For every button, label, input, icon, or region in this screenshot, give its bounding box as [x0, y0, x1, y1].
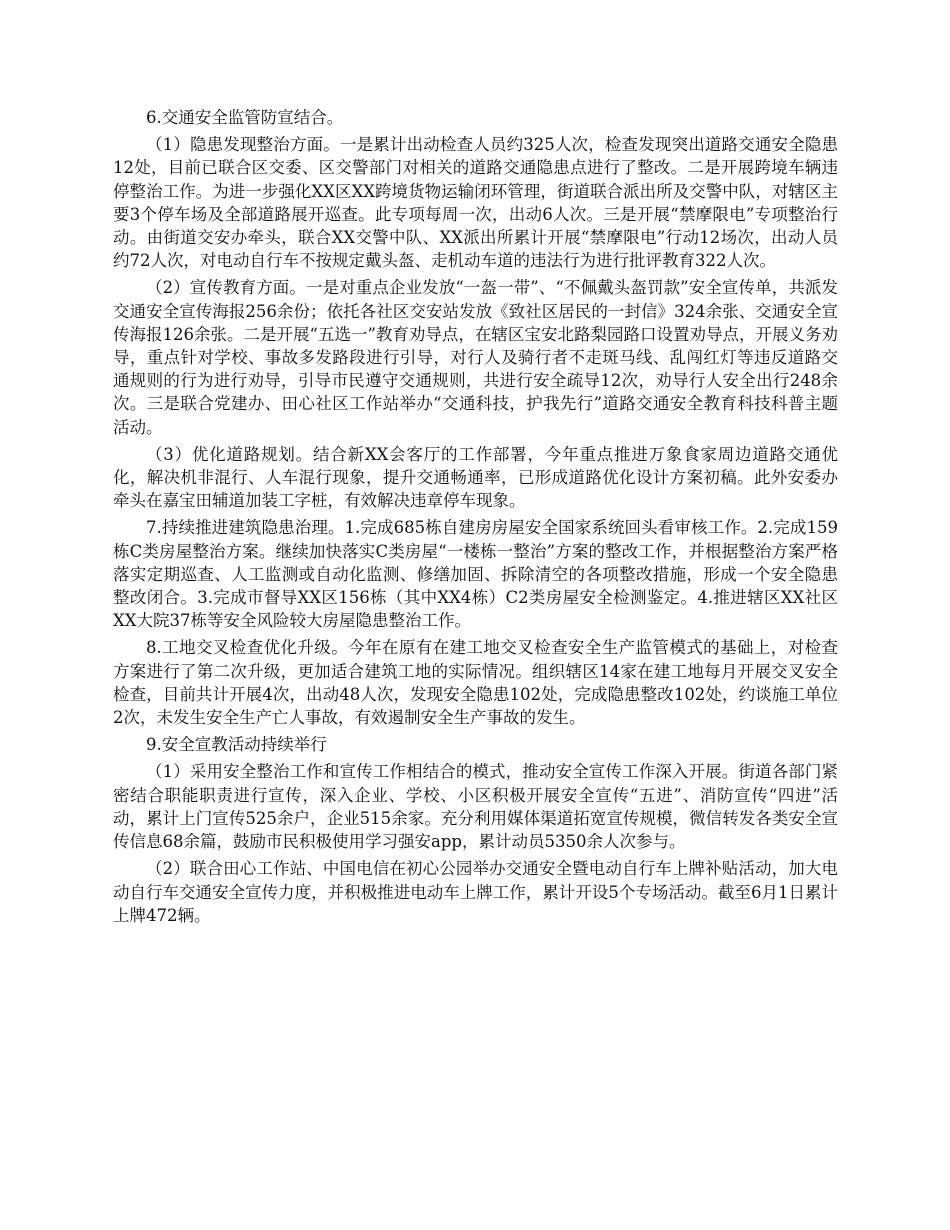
paragraph-publicity-education: （2）宣传教育方面。一是对重点企业发放“一盔一带”、“不佩戴头盔罚款”安全宣传单，共派发交通安全宣传海报256余份；依托各社区交安站发放《致社区居民的一封信》324余张、交通安全宣传海报126余张。二是开展“五选一”教育劝导点，在辖区宝安北路梨园路口设置劝导点，开展义务劝导，重点针对学校、事故多发路段进行引导，对行人及骑行者不走斑马线、乱闯红灯等违反道路交通规则的行为进行劝导，引导市民遵守交通规则，共进行安全疏导12次，劝导行人安全出行248余次。三是联合党建办、田心社区工作站举办“交通科技，护我先行”道路交通安全教育科技科普主题活动。	[113, 278, 838, 437]
document-body	[113, 106, 838, 931]
section-heading-6: 6.交通安全监管防宣结合。	[146, 108, 344, 127]
paragraph-safety-campaign: （1）采用安全整治工作和宣传工作相结合的模式，推动安全宣传工作深入开展。街道各部门紧密结合职能职责进行宣传，深入企业、学校、小区积极开展安全宣传“五进”、消防宣传“四进”活动，累计上门宣传525余户，企业515余家。充分利用媒体渠道拓宽宣传规模，微信转发各类安全宣传信息68余篇，鼓励市民积极使用学习强安app，累计动员5350余人次参与。	[113, 762, 838, 852]
paragraph-ebike-registration: （2）联合田心工作站、中国电信在初心公园举办交通安全暨电动自行车上牌补贴活动，加大电动自行车交通安全宣传力度，并积极推进电动车上牌工作，累计开设5个专场活动。截至6月1日累计上牌472辆。	[113, 859, 838, 925]
paragraph-hazard-rectification: （1）隐患发现整治方面。一是累计出动检查人员约325人次，检查发现突出道路交通安全隐患12处，目前已联合区交委、区交警部门对相关的道路交通隐患点进行了整改。二是开展跨境车辆违停整治工作。为进一步强化XX区XX跨境货物运输闭环管理，街道联合派出所及交警中队，对辖区主要3个停车场及全部道路展开巡查。此专项每周一次，出动6人次。三是开展“禁摩限电”专项整治行动。由街道交安办牵头，联合XX交警中队、XX派出所累计开展“禁摩限电”行动12场次，出动人员约72人次，对电动自行车不按规定戴头盔、走机动车道的违法行为进行批评教育322人次。	[113, 135, 838, 271]
paragraph-building-hazards: 7.持续推进建筑隐患治理。1.完成685栋自建房房屋安全国家系统回头看审核工作。2.完成159栋C类房屋整治方案。继续加快落实C类房屋“一楼栋一整治”方案的整改工作，并根据整治方案严格落实定期巡查、人工监测或自动化监测、修缮加固、拆除清空的各项整改措施，形成一个安全隐患整改闭合。3.完成市督导XX区156栋（其中XX4栋）C2类房屋安全检测鉴定。4.推进辖区XX社区XX大院37栋等安全风险较大房屋隐患整治工作。	[113, 518, 838, 631]
section-heading-9: 9.安全宣教活动持续举行	[146, 735, 327, 755]
paragraph-site-inspection: 8.工地交叉检查优化升级。今年在原有在建工地交叉检查安全生产监管模式的基础上，对检查方案进行了第二次升级，更加适合建筑工地的实际情况。组织辖区14家在建工地每月开展交叉安全检查，目前共计开展4次，出动48人次，发现安全隐患102处，完成隐患整改102处，约谈施工单位2次，未发生安全生产亡人事故，有效遏制安全生产事故的发生。	[113, 638, 838, 728]
paragraph-road-planning: （3）优化道路规划。结合新XX会客厅的工作部署，今年重点推进万象食家周边道路交通优化，解决机非混行、人车混行现象，提升交通畅通率，已形成道路优化设计方案初稿。此外安委办牵头在嘉宝田辅道加装工字桩，有效解决违章停车现象。	[113, 444, 838, 511]
